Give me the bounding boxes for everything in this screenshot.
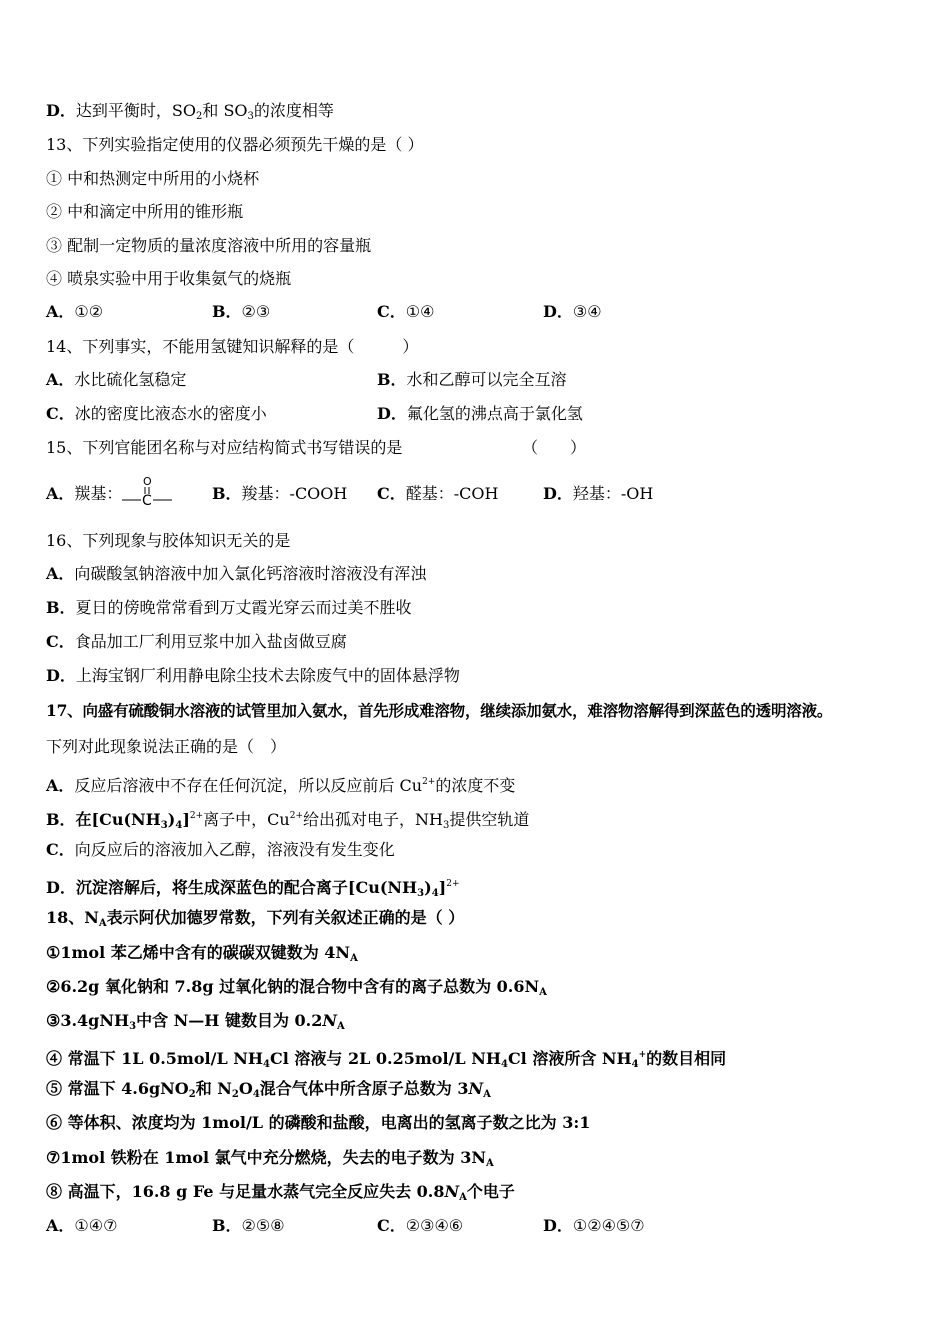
subscript: 2: [188, 1089, 196, 1100]
option-text: ②③: [241, 302, 271, 321]
option-text: 向反应后的溶液加入乙醇，溶液没有发生变化: [74, 840, 395, 859]
q18-option-a: [46, 1216, 117, 1236]
subscript: A: [459, 1192, 467, 1203]
subscript: 4: [252, 1089, 260, 1100]
option-text: ②③④⑥: [405, 1216, 464, 1235]
option-text: ①②④⑤⑦: [572, 1216, 645, 1235]
q13-stem: 13、下列实验指定使用的仪器必须预先干燥的是（ ）: [46, 135, 424, 154]
superscript: 2+: [422, 777, 436, 787]
option-text: 羟基：-OH: [572, 484, 654, 503]
item-text: ①1mol 苯乙烯中含有的碳碳双键数为 4N: [46, 943, 351, 962]
superscript: 2+: [446, 879, 460, 889]
q13-option-a: [46, 302, 103, 322]
option-text: 在[Cu(NH: [75, 810, 161, 829]
stem-text: 表示阿伏加德罗常数，下列有关叙述正确的是（ ）: [106, 908, 465, 927]
carbonyl-carbon: C: [142, 492, 153, 509]
q15-stem: 15、下列官能团名称与对应结构简式书写错误的是: [46, 438, 403, 457]
option-text: 反应后溶液中不存在任何沉淀，所以反应前后 Cu: [74, 776, 423, 795]
subscript: A: [98, 918, 107, 929]
item-text: 和 N: [195, 1079, 232, 1098]
option-text: 夏日的傍晚常常看到万丈霞光穿云而过美不胜收: [75, 598, 412, 617]
option-label: A．: [46, 302, 75, 321]
subscript: 3: [129, 1021, 137, 1032]
q18-item-5: [46, 1079, 491, 1105]
item-text: ⑧ 高温下，16.8 g Fe 与足量水蒸气完全反应失去 0.8: [46, 1182, 445, 1201]
q16-option-c: [46, 632, 347, 652]
option-text: 和 SO: [202, 101, 248, 120]
q14-option-a: [46, 370, 186, 390]
q14-option-b: [377, 370, 567, 390]
subscript: 4: [631, 1059, 639, 1070]
q16-option-a: [46, 564, 426, 584]
option-label: B．: [46, 810, 76, 829]
item-text: 个电子: [466, 1182, 515, 1201]
option-label: C．: [46, 632, 75, 651]
subscript: A: [539, 987, 547, 998]
option-text: ①④⑦: [74, 1216, 118, 1235]
superscript: +: [638, 1050, 647, 1060]
q18-item-1: [46, 943, 358, 969]
q16-stem: 16、下列现象与胶体知识无关的是: [46, 531, 291, 550]
q15-option-a: [46, 474, 174, 509]
q16-option-d: [46, 666, 460, 686]
q18-item-6: ⑥ 等体积、浓度均为 1mol/L 的磷酸和盐酸，电离出的氢离子数之比为 3:1: [46, 1113, 591, 1132]
item-text: ④ 常温下 1L 0.5mol/L NH: [46, 1049, 264, 1068]
option-label: D．: [46, 666, 76, 685]
option-label: D．: [377, 404, 407, 423]
q17-option-b: [46, 806, 529, 836]
subscript: 3: [417, 888, 425, 899]
q18-option-c: [377, 1216, 463, 1236]
option-label: B．: [212, 302, 242, 321]
option-text: ): [424, 878, 432, 897]
subscript: A: [483, 1089, 491, 1100]
q17-option-c: [46, 840, 395, 860]
option-label: A．: [46, 564, 75, 583]
item-text: ⑤ 常温下 4.6gNO: [46, 1079, 189, 1098]
option-text: 醛基：-COH: [405, 484, 499, 503]
option-text: ): [167, 810, 176, 829]
option-text: ①②: [74, 302, 104, 321]
option-text: 氟化氢的沸点高于氯化氢: [406, 404, 583, 423]
avogadro-symbol: N: [444, 1182, 460, 1201]
option-text: 食品加工厂利用豆浆中加入盐卤做豆腐: [74, 632, 347, 651]
q18-item-2: [46, 977, 547, 1003]
option-label: B．: [377, 370, 407, 389]
q17-option-d: [46, 874, 460, 904]
option-label: C．: [377, 302, 406, 321]
subscript: 4: [431, 888, 439, 899]
q14-stem: 14、下列事实，不能用氢键知识解释的是（ ）: [46, 337, 419, 356]
q18-stem: [46, 908, 464, 934]
q13-item-2: ② 中和滴定中所用的锥形瓶: [46, 202, 244, 221]
option-label: D．: [46, 878, 76, 897]
subscript: 3: [247, 111, 254, 122]
subscript: 3: [160, 820, 168, 831]
item-text: O: [238, 1079, 253, 1098]
q15-paren: （ ）: [522, 438, 587, 457]
option-label: C．: [46, 840, 75, 859]
option-text: ①④: [405, 302, 435, 321]
subscript: A: [337, 1021, 345, 1032]
subscript: 4: [175, 820, 183, 831]
q13-option-c: [377, 302, 434, 322]
option-label: A．: [46, 1216, 75, 1235]
option-text: 上海宝钢厂利用静电除尘技术去除废气中的固体悬浮物: [75, 666, 460, 685]
option-label: D．: [46, 101, 76, 120]
option-label: B．: [212, 484, 242, 503]
q13-item-4: ④ 喷泉实验中用于收集氨气的烧瓶: [46, 269, 292, 288]
option-text: ]: [182, 810, 190, 829]
item-text: Cl 溶液所含 NH: [507, 1049, 632, 1068]
q13-item-1: ① 中和热测定中所用的小烧杯: [46, 169, 260, 188]
option-text: 水和乙醇可以完全互溶: [406, 370, 567, 389]
subscript: 3: [442, 820, 450, 831]
carbonyl-oxygen: O: [143, 474, 153, 488]
q13-item-3: ③ 配制一定物质的量浓度溶液中所用的容量瓶: [46, 236, 372, 255]
option-label: D．: [543, 1216, 573, 1235]
carbonyl-structure: [122, 474, 174, 509]
option-text: 的浓度相等: [253, 101, 334, 120]
subscript: 2: [195, 111, 203, 122]
q15-option-d: [543, 484, 653, 504]
subscript: 4: [500, 1059, 508, 1070]
subscript: 2: [231, 1089, 239, 1100]
option-label: C．: [377, 484, 406, 503]
option-text: ]: [438, 878, 447, 897]
option-text: 离子中，Cu: [203, 810, 290, 829]
q18-option-b: [212, 1216, 285, 1236]
option-text: 冰的密度比液态水的密度小: [74, 404, 267, 423]
subscript: A: [350, 953, 358, 964]
carbonyl-svg: [122, 475, 174, 511]
avogadro-symbol: N: [468, 1079, 484, 1098]
option-label: B．: [212, 1216, 242, 1235]
option-text: 提供空轨道: [449, 810, 530, 829]
item-text: Cl 溶液与 2L 0.25mol/L NH: [270, 1049, 501, 1068]
q14-option-d: [377, 404, 583, 424]
option-text: ③④: [572, 302, 602, 321]
q17-stem-line1: 17、向盛有硫酸铜水溶液的试管里加入氨水，首先形成难溶物，继续添加氨水，难溶物溶解得到深蓝色的透明溶液。: [46, 701, 833, 720]
item-text: ⑦1mol 铁粉在 1mol 氯气中充分燃烧，失去的电子数为 3N: [46, 1148, 487, 1167]
q18-option-d: [543, 1216, 645, 1236]
option-label: D．: [543, 484, 573, 503]
avogadro-symbol: N: [322, 1011, 337, 1030]
option-label: A．: [46, 370, 75, 389]
q17-option-a: [46, 772, 515, 796]
option-text: 沉淀溶解后，将生成深蓝色的配合离子[Cu(NH: [75, 878, 418, 897]
option-text: 的浓度不变: [435, 776, 516, 795]
q12-option-d: [46, 101, 334, 127]
option-label: C．: [377, 1216, 406, 1235]
option-text: 水比硫化氢稳定: [74, 370, 187, 389]
q13-option-d: [543, 302, 602, 322]
q18-item-7: [46, 1148, 494, 1174]
option-label: B．: [46, 598, 76, 617]
option-text: 向碳酸氢钠溶液中加入氯化钙溶液时溶液没有浑浊: [74, 564, 427, 583]
q18-item-3: [46, 1011, 345, 1037]
item-text: 混合气体中所含原子总数为 3: [259, 1079, 469, 1098]
option-text: ②⑤⑧: [241, 1216, 285, 1235]
item-text: ②6.2g 氧化钠和 7.8g 过氧化钠的混合物中含有的离子总数为 0.6N: [46, 977, 540, 996]
option-text: 羧基：-COOH: [241, 484, 348, 503]
q18-item-8: [46, 1182, 515, 1208]
option-text: 给出孤对电子，NH: [303, 810, 443, 829]
q15-option-c: [377, 484, 498, 504]
superscript: 2+: [189, 811, 204, 821]
q17-stem-line2: 下列对此现象说法正确的是（ ）: [46, 737, 287, 756]
q14-option-c: [46, 404, 267, 424]
item-text: ③3.4gNH: [46, 1011, 130, 1030]
option-text: 羰基：: [74, 484, 123, 503]
q16-option-b: [46, 598, 412, 618]
q15-option-b: [212, 484, 347, 504]
option-label: D．: [543, 302, 573, 321]
subscript: A: [486, 1158, 494, 1169]
subscript: 4: [263, 1059, 270, 1070]
q18-item-4: [46, 1045, 726, 1075]
option-label: C．: [46, 404, 75, 423]
option-label: A．: [46, 484, 75, 503]
stem-text: 18、N: [46, 908, 99, 927]
option-label: A．: [46, 776, 75, 795]
item-text: 的数目相同: [646, 1049, 727, 1068]
item-text: 中含 N—H 键数目为 0.2: [136, 1011, 323, 1030]
superscript: 2+: [289, 811, 304, 821]
option-text: 达到平衡时，SO: [75, 101, 196, 120]
q13-option-b: [212, 302, 270, 322]
